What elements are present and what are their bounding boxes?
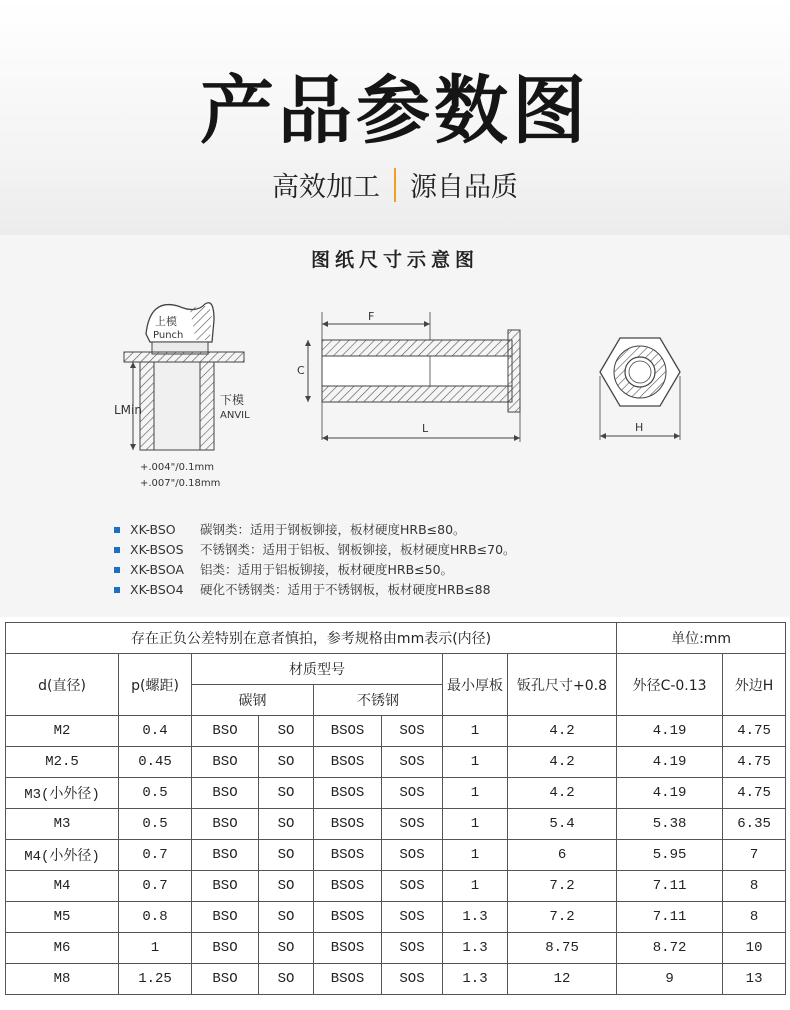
- cell-pitch: 0.7: [119, 840, 192, 871]
- table-row: [6, 840, 786, 871]
- dim-l: L: [422, 422, 429, 435]
- cell-hole-size: 4.2: [508, 716, 617, 747]
- cell-edge: 4.75: [723, 778, 786, 809]
- cell-diameter: M5: [6, 902, 119, 933]
- bullet-icon: [114, 527, 120, 533]
- cell-min-thickness: 1: [443, 840, 508, 871]
- cell-diameter: M2: [6, 716, 119, 747]
- cell-min-thickness: 1: [443, 778, 508, 809]
- table-row: [6, 809, 786, 840]
- cell-outer-diameter: 4.19: [617, 747, 723, 778]
- drawing-title: 图纸尺寸示意图: [310, 249, 479, 271]
- subtitle-left: 高效加工: [272, 172, 380, 203]
- header-material: 材质型号: [192, 654, 443, 685]
- table-row: [6, 871, 786, 902]
- cell-edge: 8: [723, 871, 786, 902]
- header-hole-size: 钣孔尺寸+0.8: [508, 654, 617, 716]
- cell-pitch: 0.45: [119, 747, 192, 778]
- header-diameter: d(直径): [6, 654, 119, 716]
- cell-edge: 13: [723, 964, 786, 995]
- cell-hole-size: 8.75: [508, 933, 617, 964]
- cell-stainless-2: SOS: [382, 778, 443, 809]
- cell-stainless-1: BSOS: [314, 778, 382, 809]
- cell-stainless-2: SOS: [382, 716, 443, 747]
- section-top-wall: [322, 340, 512, 356]
- fastener-body: [154, 362, 200, 450]
- cell-stainless-1: BSOS: [314, 933, 382, 964]
- cell-stainless-1: BSOS: [314, 840, 382, 871]
- cell-outer-diameter: 7.11: [617, 902, 723, 933]
- cell-carbon-1: BSO: [192, 809, 259, 840]
- legend-text: 不锈钢类：适用于铝板、钢板铆接，板材硬度HRB≤70。: [200, 542, 516, 557]
- cell-stainless-1: BSOS: [314, 809, 382, 840]
- table-unit: 单位:mm: [617, 623, 786, 654]
- cell-stainless-1: BSOS: [314, 871, 382, 902]
- cell-hole-size: 6: [508, 840, 617, 871]
- cell-carbon-2: SO: [259, 902, 314, 933]
- section-flange: [508, 330, 520, 412]
- table-row: [6, 747, 786, 778]
- cell-diameter: M2.5: [6, 747, 119, 778]
- cell-diameter: M4: [6, 871, 119, 902]
- cell-carbon-2: SO: [259, 716, 314, 747]
- table-note: 存在正负公差特别在意者慎拍，参考规格由mm表示(内径): [6, 623, 617, 654]
- bullet-icon: [114, 587, 120, 593]
- anvil-right-wall: [200, 362, 214, 450]
- cell-edge: 10: [723, 933, 786, 964]
- header-carbon-steel: 碳钢: [192, 685, 314, 716]
- cell-pitch: 1.25: [119, 964, 192, 995]
- cell-carbon-1: BSO: [192, 871, 259, 902]
- side-section-figure: [297, 310, 520, 442]
- cell-pitch: 0.4: [119, 716, 192, 747]
- cell-min-thickness: 1: [443, 871, 508, 902]
- dim-h: H: [635, 421, 644, 434]
- cell-diameter: M4(小外径): [6, 840, 119, 871]
- cell-stainless-2: SOS: [382, 747, 443, 778]
- cell-stainless-1: BSOS: [314, 902, 382, 933]
- subtitle-divider: [394, 168, 396, 202]
- cell-carbon-1: BSO: [192, 747, 259, 778]
- cell-edge: 4.75: [723, 747, 786, 778]
- cell-outer-diameter: 8.72: [617, 933, 723, 964]
- cell-diameter: M6: [6, 933, 119, 964]
- cell-outer-diameter: 4.19: [617, 778, 723, 809]
- table-body: [6, 716, 786, 995]
- legend-model: XK-BSOA: [130, 562, 184, 577]
- cell-carbon-2: SO: [259, 809, 314, 840]
- cell-outer-diameter: 5.95: [617, 840, 723, 871]
- legend-row: [114, 540, 516, 560]
- cell-stainless-1: BSOS: [314, 964, 382, 995]
- cell-outer-diameter: 5.38: [617, 809, 723, 840]
- anvil-left-wall: [140, 362, 154, 450]
- cell-diameter: M3(小外径): [6, 778, 119, 809]
- cell-hole-size: 7.2: [508, 871, 617, 902]
- table-row: [6, 933, 786, 964]
- legend-text: 铝类：适用于铝板铆接，板材硬度HRB≤50。: [200, 562, 454, 577]
- bullet-icon: [114, 547, 120, 553]
- cell-min-thickness: 1: [443, 747, 508, 778]
- cell-stainless-2: SOS: [382, 809, 443, 840]
- cell-carbon-2: SO: [259, 778, 314, 809]
- header-stainless: 不锈钢: [314, 685, 443, 716]
- cell-carbon-1: BSO: [192, 964, 259, 995]
- bullet-icon: [114, 567, 120, 573]
- cell-carbon-2: SO: [259, 871, 314, 902]
- cell-stainless-2: SOS: [382, 871, 443, 902]
- legend-model: XK-BSOS: [130, 542, 184, 557]
- cell-carbon-1: BSO: [192, 840, 259, 871]
- cell-stainless-2: SOS: [382, 902, 443, 933]
- dimension-diagram: [0, 290, 790, 500]
- cell-pitch: 0.7: [119, 871, 192, 902]
- page-title: 产品参数图: [200, 68, 590, 154]
- cell-carbon-1: BSO: [192, 902, 259, 933]
- cell-stainless-2: SOS: [382, 840, 443, 871]
- cell-carbon-1: BSO: [192, 778, 259, 809]
- cell-hole-size: 4.2: [508, 778, 617, 809]
- cell-outer-diameter: 4.19: [617, 716, 723, 747]
- table-header-row: [6, 654, 786, 685]
- subtitle: [0, 165, 790, 204]
- cell-carbon-1: BSO: [192, 716, 259, 747]
- cell-stainless-1: BSOS: [314, 716, 382, 747]
- header-edge: 外边H: [723, 654, 786, 716]
- cell-min-thickness: 1.3: [443, 933, 508, 964]
- punch-label-cn: 上模: [155, 315, 177, 328]
- sheet-plate: [124, 352, 244, 362]
- legend-text: 硬化不锈钢类：适用于不锈钢板，板材硬度HRB≤88: [200, 582, 491, 597]
- cell-carbon-2: SO: [259, 964, 314, 995]
- cell-pitch: 1: [119, 933, 192, 964]
- cell-carbon-2: SO: [259, 747, 314, 778]
- punch-label-en: Punch: [153, 330, 184, 341]
- cell-pitch: 0.5: [119, 778, 192, 809]
- tolerance-2: +.007"/0.18mm: [140, 478, 221, 489]
- cell-outer-diameter: 9: [617, 964, 723, 995]
- legend-text: 碳钢类：适用于钢板铆接，板材硬度HRB≤80。: [200, 522, 466, 537]
- cell-hole-size: 7.2: [508, 902, 617, 933]
- cell-hole-size: 4.2: [508, 747, 617, 778]
- cell-hole-size: 12: [508, 964, 617, 995]
- cell-edge: 4.75: [723, 716, 786, 747]
- cell-stainless-2: SOS: [382, 933, 443, 964]
- section-bottom-wall: [322, 386, 512, 402]
- legend-model: XK-BSO4: [130, 582, 184, 597]
- table-row: [6, 778, 786, 809]
- tolerance-1: +.004"/0.1mm: [140, 462, 214, 473]
- table-row: [6, 716, 786, 747]
- table-row: [6, 902, 786, 933]
- anvil-label-en: ANVIL: [220, 410, 250, 421]
- header-pitch: p(螺距): [119, 654, 192, 716]
- table-note-row: [6, 623, 786, 654]
- cell-diameter: M3: [6, 809, 119, 840]
- material-legend: [114, 520, 516, 600]
- legend-row: [114, 520, 516, 540]
- spec-table: [5, 622, 786, 995]
- legend-model: XK-BSO: [130, 522, 176, 537]
- dim-f: F: [368, 310, 375, 323]
- cell-outer-diameter: 7.11: [617, 871, 723, 902]
- cell-carbon-2: SO: [259, 933, 314, 964]
- anvil-label-cn: 下模: [220, 393, 245, 407]
- cell-edge: 8: [723, 902, 786, 933]
- cell-hole-size: 5.4: [508, 809, 617, 840]
- cell-min-thickness: 1.3: [443, 964, 508, 995]
- cell-carbon-1: BSO: [192, 933, 259, 964]
- cell-edge: 6.35: [723, 809, 786, 840]
- punch-anvil-figure: [114, 303, 250, 489]
- cell-stainless-2: SOS: [382, 964, 443, 995]
- legend-row: [114, 580, 516, 600]
- header-min-thickness: 最小厚板: [443, 654, 508, 716]
- cell-min-thickness: 1: [443, 716, 508, 747]
- legend-row: [114, 560, 516, 580]
- cell-min-thickness: 1: [443, 809, 508, 840]
- lmin-label: LMin: [114, 403, 142, 417]
- cell-diameter: M8: [6, 964, 119, 995]
- cell-pitch: 0.8: [119, 902, 192, 933]
- subtitle-right: 源自品质: [410, 172, 518, 203]
- hex-end-view: [600, 338, 680, 440]
- header-outer-diameter: 外径C-0.13: [617, 654, 723, 716]
- cell-stainless-1: BSOS: [314, 747, 382, 778]
- cell-pitch: 0.5: [119, 809, 192, 840]
- dim-c: C: [297, 364, 305, 377]
- cell-carbon-2: SO: [259, 840, 314, 871]
- section-bore: [322, 356, 512, 386]
- table-row: [6, 964, 786, 995]
- cell-edge: 7: [723, 840, 786, 871]
- cell-min-thickness: 1.3: [443, 902, 508, 933]
